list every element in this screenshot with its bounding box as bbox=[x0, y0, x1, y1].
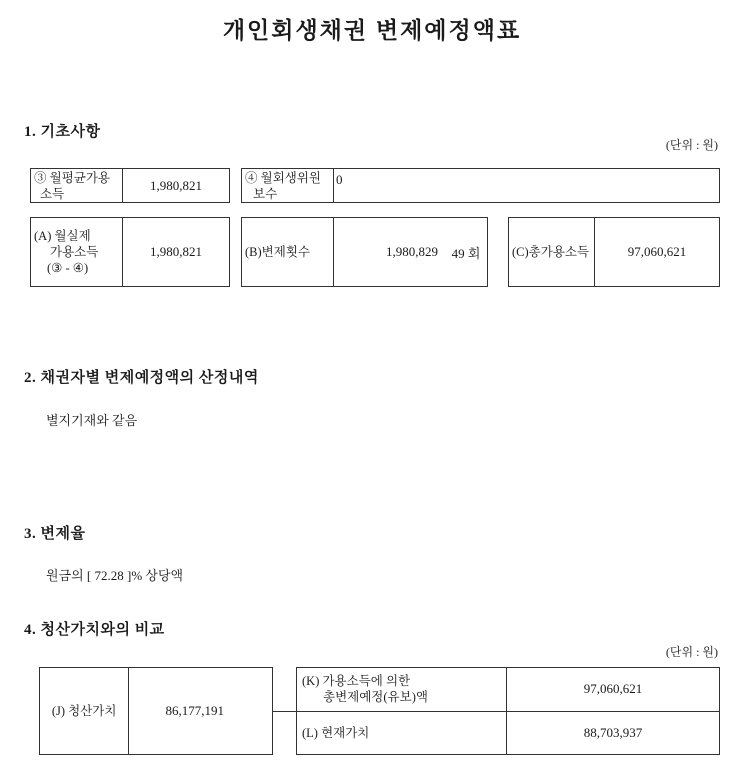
section3-heading: 3. 변제율 bbox=[24, 526, 86, 542]
reserved-repayment-value: 97,060,621 bbox=[583, 681, 643, 697]
repayment-count-label-text: (B)변제횟수 bbox=[245, 245, 310, 259]
table-actual-income-box bbox=[30, 217, 230, 287]
section4-heading: 4. 청산가치와의 비교 bbox=[24, 622, 165, 638]
total-income-value: 97,060,621 bbox=[627, 244, 687, 259]
commissioner-fee-label-line1: ④ 월회생위원 bbox=[245, 170, 322, 185]
table-avg-income-box bbox=[30, 168, 230, 203]
repayment-count-value: 49 회 bbox=[451, 245, 481, 261]
present-value-label-text: (L) 현재가치 bbox=[302, 725, 370, 740]
avg-income-label-line1: ③ 월평균가용 bbox=[34, 170, 111, 185]
liquidation-value-box bbox=[39, 667, 273, 755]
liquidation-box-spacer-cell bbox=[260, 668, 272, 754]
repayment-amount-value: 1,980,829 bbox=[386, 244, 438, 259]
unit-note-2: (단위 : 원) bbox=[665, 645, 718, 659]
repayment-count-label bbox=[242, 218, 334, 286]
liquidation-value-amount: 86,177,191 bbox=[165, 703, 224, 718]
commissioner-fee-label bbox=[242, 169, 334, 202]
present-value-value: 88,703,937 bbox=[583, 724, 643, 740]
section2-heading: 2. 채권자별 변제예정액의 산정내역 bbox=[24, 370, 259, 386]
actual-income-value: 1,980,821 bbox=[150, 244, 202, 259]
avg-income-label bbox=[31, 169, 123, 202]
commissioner-fee-value: 0 bbox=[336, 172, 343, 187]
liquidation-value-label bbox=[40, 668, 129, 754]
section1-heading: 1. 기초사항 bbox=[24, 124, 101, 140]
table-commissioner-fee-box bbox=[241, 168, 720, 203]
actual-income-label bbox=[31, 218, 123, 286]
table-total-income-box bbox=[508, 217, 720, 287]
section2-body: 별지기재와 같음 bbox=[46, 413, 138, 428]
actual-income-label-line1: (A) 월실제 bbox=[34, 229, 91, 243]
reserved-repayment-label-line2: 총변제예정(유보)액 bbox=[323, 690, 428, 705]
reserved-repayment-row bbox=[297, 668, 719, 712]
reserved-repayment-label bbox=[297, 668, 507, 711]
commissioner-fee-label-line2: 보수 bbox=[253, 186, 278, 201]
reserved-repayment-label-line1: (K) 가용소득에 의한 bbox=[302, 674, 411, 689]
present-value-label bbox=[297, 712, 507, 755]
section3-body: 원금의 [ 72.28 ]% 상당액 bbox=[46, 568, 184, 583]
table-repayment-count-box bbox=[241, 217, 488, 287]
page-title: 개인회생채권 변제예정액표 bbox=[222, 18, 522, 43]
unit-note-1: (단위 : 원) bbox=[665, 138, 718, 152]
total-income-label-text: (C)총가용소득 bbox=[512, 245, 590, 259]
avg-income-label-line2: 소득 bbox=[40, 186, 65, 201]
total-income-label bbox=[509, 218, 595, 286]
liquidation-value-label-text: (J) 청산가치 bbox=[51, 704, 117, 718]
avg-income-value: 1,980,821 bbox=[150, 177, 202, 193]
present-value-row bbox=[297, 712, 719, 755]
comparison-connector-line bbox=[273, 711, 296, 712]
comparison-box bbox=[296, 667, 720, 755]
actual-income-label-line2: 가용소득 bbox=[50, 245, 99, 259]
actual-income-label-line3: (③ - ④) bbox=[47, 261, 89, 275]
